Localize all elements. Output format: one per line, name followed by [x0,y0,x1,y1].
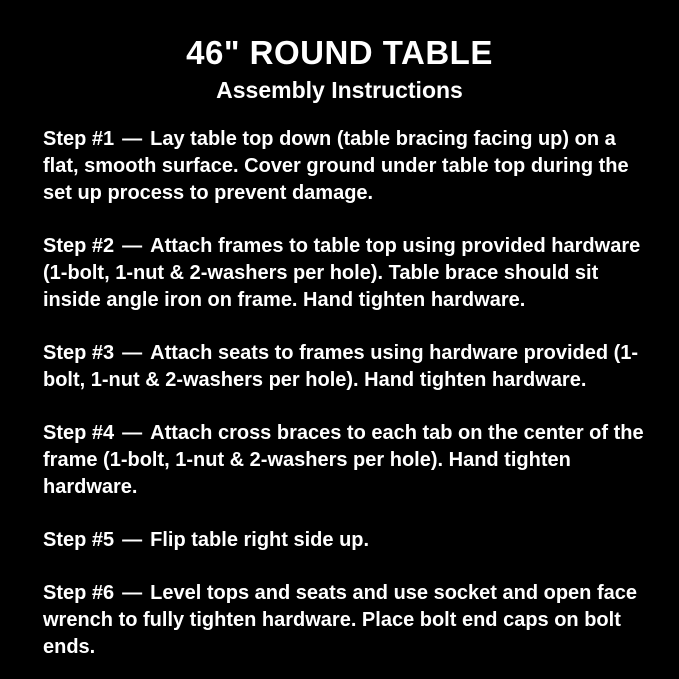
step-separator: — [122,421,143,444]
instructions-list [0,105,679,661]
step-separator: — [122,581,143,604]
header [0,0,679,105]
step-separator: — [122,341,143,364]
step-separator: — [122,127,143,150]
step-label: Step #5 [43,528,115,551]
step-text: Attach cross braces to each tab on the center of the frame (1-bolt, 1-nut & 2-washers per hole). Hand tighten hardware. [43,421,644,498]
step-text: Lay table top down (table bracing facing up) on a flat, smooth surface. Cover ground under table top during the set up process to prevent damage. [43,127,629,204]
step-label: Step #3 [43,341,115,364]
step-item-4 [43,420,645,501]
step-text: Level tops and seats and use socket and open face wrench to fully tighten hardware. Place bolt end caps on bolt ends. [43,581,637,658]
step-label: Step #2 [43,234,115,257]
step-label: Step #1 [43,127,115,150]
step-label: Step #6 [43,581,115,604]
page-subtitle: Assembly Instructions [216,76,463,103]
step-text: Attach frames to table top using provided hardware (1-bolt, 1-nut & 2-washers per hole). Table brace should sit inside angle iron on frame. Hand tighten hardware. [43,234,641,311]
step-item-1 [43,126,645,207]
page-title: 46" ROUND TABLE [186,34,493,71]
step-separator: — [122,234,143,257]
step-item-2 [43,233,645,314]
step-item-5 [43,527,645,554]
step-label: Step #4 [43,421,115,444]
step-text: Flip table right side up. [150,528,370,551]
step-separator: — [122,528,143,551]
step-item-3 [43,340,645,394]
step-text: Attach seats to frames using hardware provided (1-bolt, 1-nut & 2-washers per hole). Hand tighten hardware. [43,341,639,391]
step-item-6 [43,580,645,661]
